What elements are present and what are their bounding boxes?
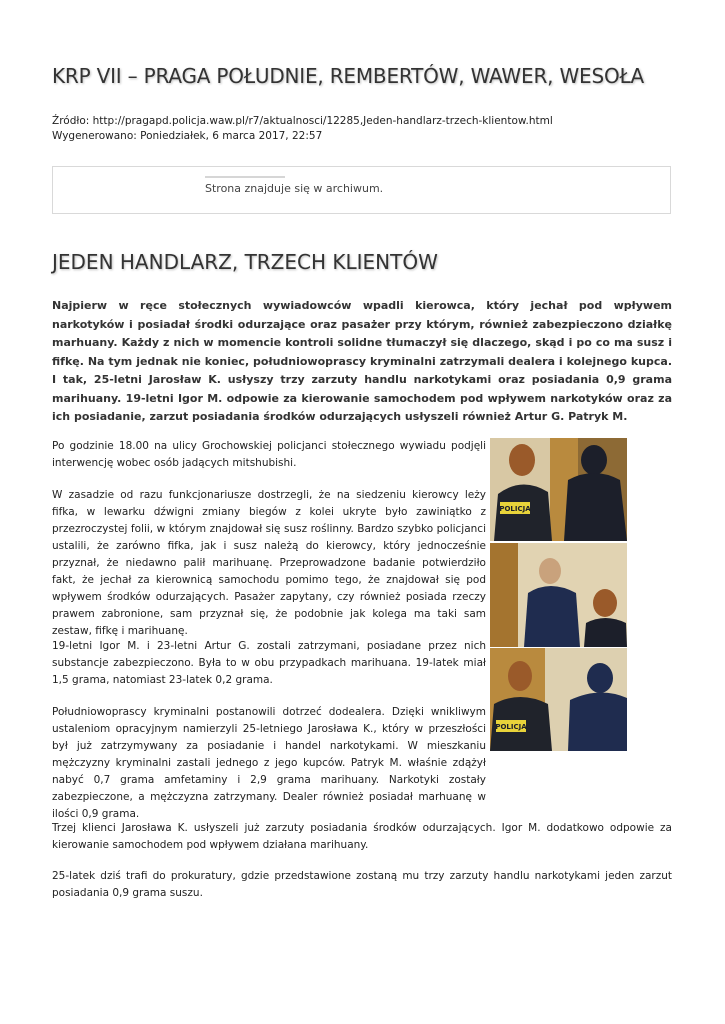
archive-notice: Strona znajduje się w archiwum. [205,182,384,195]
archive-notice-box [52,166,671,214]
generated-line: Wygenerowano: Poniedziałek, 6 marca 2017, 22:57 [52,130,323,142]
article-paragraph: Południowoprascy kryminalni postanowili dotrzeć dodealera. Dzięki wnikliwym ustaleniom opracyjnym namierzyli 25-letniego Jarosława K., który w przeszłości był już zatrzymywany za posiadanie i handel narkotykami. W mieszkaniu mężczyzny kryminalni zastali jednego z jego kupców. Patryk M. właśnie zdążył nabyć 0,7 grama amfetaminy i 2,9 grama marihuany. Narkotyki zostały zabezpieczone, a mężczyzna zatrzymany. Dealer również posiadał marhuanę w ilości 0,9 grama. [52,706,486,820]
photo-badge-3: POLICJA [495,723,527,731]
article-paragraph: Trzej klienci Jarosława K. usłyszeli już zarzuty posiadania środków odurzających. Igor M. dodatkowo odpowie za kierowanie samochodem pod wpływem działana marihuany. [52,822,672,851]
article-paragraph: W zasadzie od razu funkcjonariusze dostrzegli, że na siedzeniu kierowcy leży fifka, w lewarku dźwigni zmiany biegów z kolei ukryte było zawiniątko z przezroczystej folii, w którym znajdował się susz roślinny. Bardzo szybko policjanci ustalili, że zarówno fifka, jak i susz należą do kierowcy, który jednocześnie przyznał, że niedawno palił marihuanę. Przeprowadzone badanie potwierdziło fakt, że jechał za kierownicą samochodu pomimo tego, że znajdował się pod wpływem środków odurzających. Pasażer zapytany, czy również posiada rzeczy prawem zabronione, sam przyznał się, że podobnie jak kolega ma taki sam zestaw, fifkę i marihuanę. [52,489,486,637]
article-title: JEDEN HANDLARZ, TRZECH KLIENTÓW [52,250,438,274]
article-lead: Najpierw w ręce stołecznych wywiadowców wpadli kierowca, który jechał pod wpływem narkotyków i posiadał środki odurzające oraz pasażer przy którym, również zabezpieczono działkę marhuany. Każdy z nich w momencie kontroli solidne tłumaczył się dlaczego, skąd i po co ma susz i fifkę. Na tym jednak nie koniec, południowoprascy kryminalni zatrzymali dealera i kolejnego kupca. I tak, 25-letni Jarosław K. usłyszy trzy zarzuty handlu narkotykami oraz posiadania 0,9 grama marihuany. 19-letni Igor M. odpowie za kierowanie samochodem pod wpływem narkotyków oraz za ich posiadanie, zarzut posiadania środków odurzających usłyszeli również Artur G. Patryk M. [52,299,672,423]
article-photo-2 [490,543,627,647]
document-meta [52,114,553,144]
article-photo-1 [490,438,627,541]
article-paragraph: 19-letni Igor M. i 23-letni Artur G. zostali zatrzymani, posiadane przez nich substancje zabezpieczono. Była to w obu przypadkach marihuana. 19-latek miał 1,5 grama, natomiast 23-latek 0,2 grama. [52,640,486,686]
source-line: Źródło: http://pragapd.policja.waw.pl/r7/aktualnosci/12285,Jeden-handlarz-trzech-klientow.html [52,115,553,127]
photo-badge-1: POLICJA [499,505,531,513]
site-title: KRP VII – PRAGA POŁUDNIE, REMBERTÓW, WAWER, WESOŁA [52,64,645,88]
article-paragraph: 25-latek dziś trafi do prokuratury, gdzie przedstawione zostaną mu trzy zarzuty handlu narkotykami jeden zarzut posiadania 0,9 grama suszu. [52,870,672,899]
article-paragraph: Po godzinie 18.00 na ulicy Grochowskiej policjanci stołecznego wywiadu podjęli interwencję wobec osób jadących mitshubishi. [52,440,486,469]
archive-divider [205,176,285,178]
article-photo-3 [490,648,627,751]
